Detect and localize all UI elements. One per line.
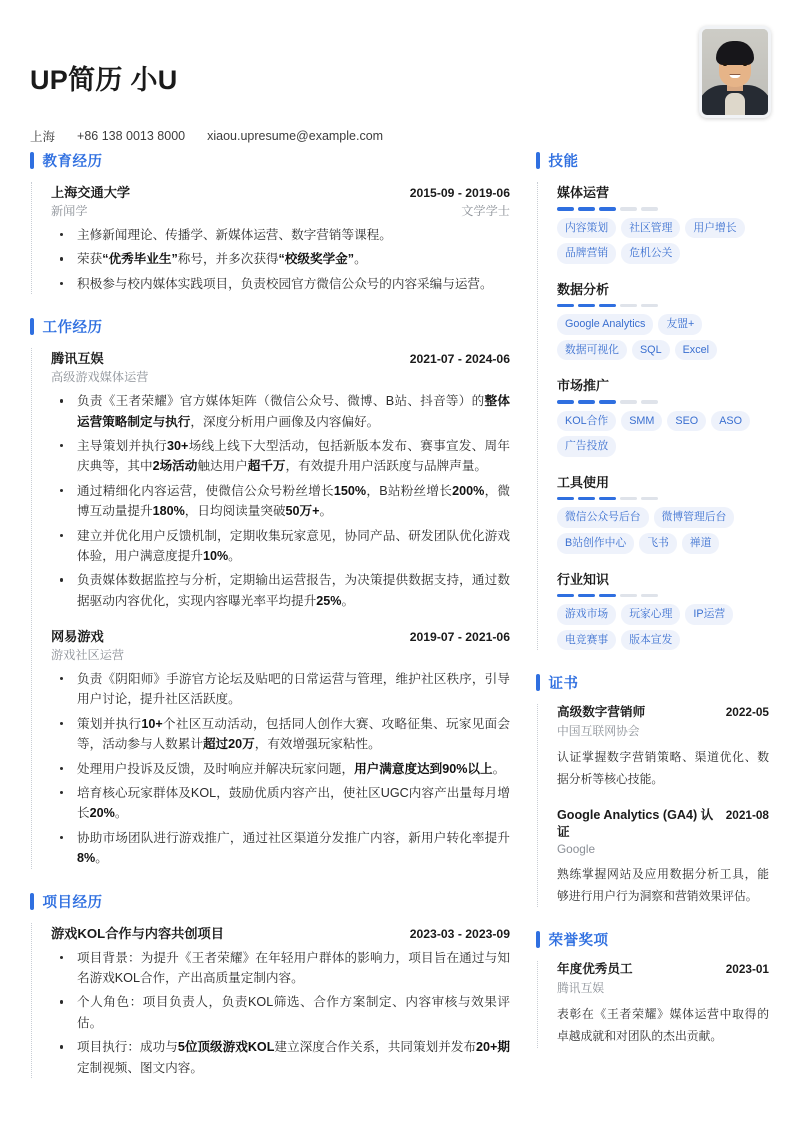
level-dash bbox=[599, 594, 616, 598]
accent-bar-icon bbox=[536, 152, 540, 169]
accent-bar-icon bbox=[536, 674, 540, 691]
level-dash bbox=[641, 497, 658, 501]
skill-tag-row bbox=[557, 411, 769, 457]
accent-bar-icon bbox=[30, 152, 34, 169]
section-projects bbox=[30, 891, 510, 1078]
skill-tag[interactable]: SMM bbox=[621, 411, 662, 432]
level-dash bbox=[599, 497, 616, 501]
section-work bbox=[30, 316, 510, 868]
skill-tag[interactable]: 微信公众号后台 bbox=[557, 507, 649, 528]
bullet-item: 荣获“优秀毕业生”称号，并多次获得“校级奖学金”。 bbox=[51, 249, 510, 269]
resume-header bbox=[0, 0, 799, 150]
accent-bar-icon bbox=[30, 893, 34, 910]
entries-certificates bbox=[537, 704, 769, 907]
section-skills bbox=[536, 150, 769, 650]
level-dash bbox=[599, 304, 616, 308]
accent-bar-icon bbox=[536, 931, 540, 948]
bullet-item: 协助市场团队进行游戏推广，通过社区渠道分发推广内容，新用户转化率提升8%。 bbox=[51, 828, 510, 869]
level-dash bbox=[599, 207, 616, 211]
skill-level-meter bbox=[557, 400, 769, 404]
skill-tag[interactable]: SEO bbox=[667, 411, 706, 432]
entry bbox=[51, 348, 510, 611]
level-dash bbox=[578, 594, 595, 598]
skill-name: 行业知识 bbox=[557, 571, 610, 587]
bullet-list bbox=[51, 669, 510, 869]
section-title-honors: 荣誉奖项 bbox=[548, 933, 609, 950]
bullet-item: 建立并优化用户反馈机制，定期收集玩家意见，协同产品、研发团队优化游戏体验，用户满意度提升10%。 bbox=[51, 526, 510, 567]
level-dash bbox=[620, 304, 637, 308]
level-dash bbox=[599, 400, 616, 404]
section-title-education: 教育经历 bbox=[42, 154, 103, 170]
skill-level-meter bbox=[557, 594, 769, 598]
contact-item-1: +86 138 0013 8000 bbox=[77, 129, 186, 143]
r-entry-org: 中国互联网协会 bbox=[557, 724, 640, 739]
skill-tag-row bbox=[557, 507, 769, 553]
entry-role: 游戏社区运营 bbox=[51, 648, 125, 663]
skill-name: 工具使用 bbox=[557, 474, 610, 490]
entry bbox=[51, 923, 510, 1078]
entry-top bbox=[51, 626, 510, 645]
skill-level-meter bbox=[557, 207, 769, 211]
entry bbox=[51, 626, 510, 869]
entries-education bbox=[31, 182, 510, 294]
level-dash bbox=[620, 207, 637, 211]
section-education bbox=[30, 150, 510, 294]
entries-honors bbox=[537, 961, 769, 1048]
entry-sub bbox=[51, 646, 510, 663]
entry-date: 2021-07 - 2024-06 bbox=[409, 352, 510, 367]
skill-tag[interactable]: Google Analytics bbox=[557, 314, 653, 335]
skill-name: 数据分析 bbox=[557, 281, 610, 297]
level-dash bbox=[557, 497, 574, 501]
entries-work bbox=[31, 348, 510, 868]
bullet-item: 积极参与校内媒体实践项目，负责校园官方微信公众号的内容采编与运营。 bbox=[51, 274, 510, 294]
entry-org: 游戏KOL合作与内容共创项目 bbox=[51, 925, 224, 941]
section-head-skills bbox=[536, 150, 769, 171]
r-entry-top bbox=[557, 807, 769, 841]
r-entry bbox=[557, 807, 769, 908]
section-certificates bbox=[536, 672, 769, 907]
section-head-honors bbox=[536, 929, 769, 950]
bullet-item: 项目执行：成功与5位顶级游戏KOL建立深度合作关系，共同策划并发布20+期定制视频、图文内容。 bbox=[51, 1037, 510, 1078]
r-entry-org: Google bbox=[557, 841, 596, 856]
skill-group bbox=[557, 375, 769, 457]
level-dash bbox=[641, 304, 658, 308]
level-dash bbox=[578, 207, 595, 211]
avatar bbox=[699, 26, 771, 118]
skill-tag[interactable]: 社区管理 bbox=[621, 218, 680, 239]
level-dash bbox=[578, 497, 595, 501]
skill-tag-row bbox=[557, 314, 769, 360]
entry-org: 上海交通大学 bbox=[51, 185, 131, 200]
skill-tag[interactable]: 禅道 bbox=[682, 533, 720, 554]
skill-tag-row bbox=[557, 218, 769, 264]
skill-groups bbox=[537, 182, 769, 650]
portrait-photo-icon bbox=[702, 29, 768, 115]
bullet-item: 项目背景：为提升《王者荣耀》在年轻用户群体的影响力，项目旨在通过与知名游戏KOL合作，产出高质量定制内容。 bbox=[51, 948, 510, 989]
section-title-skills: 技能 bbox=[548, 154, 579, 170]
entry-date: 2019-07 - 2021-06 bbox=[409, 630, 510, 645]
level-dash bbox=[557, 594, 574, 598]
entry-sub bbox=[51, 202, 510, 219]
skill-name: 市场推广 bbox=[557, 378, 610, 394]
skill-tag[interactable]: 友盟+ bbox=[658, 314, 702, 335]
level-dash bbox=[620, 594, 637, 598]
r-entry-desc: 认证掌握数字营销策略、渠道优化、数据分析等核心技能。 bbox=[557, 750, 769, 786]
bullet-item: 处理用户投诉及反馈，及时响应并解决玩家问题，用户满意度达到90%以上。 bbox=[51, 759, 510, 779]
skill-tag[interactable]: 品牌营销 bbox=[557, 243, 616, 264]
bullet-item: 主修新闻理论、传播学、新媒体运营、数字营销等课程。 bbox=[51, 225, 510, 245]
level-dash bbox=[620, 497, 637, 501]
bullet-item: 负责《王者荣耀》官方媒体矩阵（微信公众号、微博、B站、抖音等）的整体运营策略制定与执行，深度分析用户画像及内容偏好。 bbox=[51, 391, 510, 432]
level-dash bbox=[641, 400, 658, 404]
entry bbox=[51, 182, 510, 294]
level-dash bbox=[557, 304, 574, 308]
r-entry-desc: 熟练掌握网站及应用数据分析工具，能够进行用户行为洞察和营销效果评估。 bbox=[557, 866, 769, 903]
skill-tag[interactable]: 内容策划 bbox=[557, 218, 616, 239]
level-dash bbox=[557, 400, 574, 404]
bullet-item: 负责《阴阳师》手游官方论坛及贴吧的日常运营与管理，维护社区秩序，引导用户讨论，提升社区活跃度。 bbox=[51, 669, 510, 710]
level-dash bbox=[578, 304, 595, 308]
entry-org: 腾讯互娱 bbox=[51, 351, 104, 367]
skill-tag[interactable]: B站创作中心 bbox=[557, 533, 634, 554]
right-column bbox=[536, 150, 769, 1070]
r-entry-date: 2022-05 bbox=[725, 705, 769, 720]
r-entry bbox=[557, 961, 769, 1048]
section-head-projects bbox=[30, 891, 510, 912]
contact-item-2: xiaou.upresume@example.com bbox=[207, 129, 384, 143]
bullet-list bbox=[51, 948, 510, 1078]
skill-tag[interactable]: 电竞赛事 bbox=[557, 630, 616, 651]
entry-top bbox=[51, 923, 510, 942]
bullet-item: 培育核心玩家群体及KOL，鼓励优质内容产出，使社区UGC内容产出量每月增长20%。 bbox=[51, 783, 510, 824]
skill-level-meter bbox=[557, 497, 769, 501]
entry-extra: 文学学士 bbox=[461, 204, 510, 218]
skill-tag[interactable]: 数据可视化 bbox=[557, 340, 627, 361]
skill-tag[interactable]: Excel bbox=[675, 340, 717, 361]
skill-tag[interactable]: 危机公关 bbox=[621, 243, 680, 264]
skill-name: 媒体运营 bbox=[557, 185, 610, 200]
section-title-certificates: 证书 bbox=[548, 676, 579, 693]
skill-tag[interactable]: KOL合作 bbox=[557, 411, 616, 432]
skill-tag[interactable]: ASO bbox=[711, 411, 750, 432]
section-title-projects: 项目经历 bbox=[42, 894, 103, 911]
bullet-item: 负责媒体数据监控与分析，定期输出运营报告，为决策提供数据支持，通过数据驱动内容优化，实现内容曝光率平均提升25%。 bbox=[51, 570, 510, 611]
section-honors bbox=[536, 929, 769, 1048]
level-dash bbox=[641, 207, 658, 211]
skill-tag[interactable]: 玩家心理 bbox=[621, 604, 680, 625]
skill-tag[interactable]: 飞书 bbox=[639, 533, 677, 554]
r-entry-desc: 表彰在《王者荣耀》媒体运营中取得的卓越成就和对团队的杰出贡献。 bbox=[557, 1007, 769, 1044]
contact-item-0: 上海 bbox=[30, 130, 56, 144]
accent-bar-icon bbox=[30, 318, 34, 335]
r-entry-date: 2023-01 bbox=[725, 962, 769, 977]
bullet-list bbox=[51, 225, 510, 294]
skill-level-meter bbox=[557, 304, 769, 308]
level-dash bbox=[578, 400, 595, 404]
entry-date: 2023-03 - 2023-09 bbox=[409, 926, 510, 941]
skill-tag[interactable]: IP运营 bbox=[685, 604, 733, 625]
entry-top bbox=[51, 348, 510, 367]
skill-tag[interactable]: 用户增长 bbox=[685, 218, 744, 239]
entry-org: 网易游戏 bbox=[51, 629, 104, 645]
level-dash bbox=[641, 594, 658, 598]
skill-group bbox=[557, 569, 769, 651]
section-title-work: 工作经历 bbox=[42, 320, 103, 337]
skill-tag-row bbox=[557, 604, 769, 650]
bullet-item: 个人角色：项目负责人，负责KOL筛选、合作方案制定、内容审核与效果评估。 bbox=[51, 992, 510, 1033]
contact-row bbox=[30, 127, 769, 145]
skill-tag[interactable]: 广告投放 bbox=[557, 436, 616, 457]
bullet-item: 策划并执行10+个社区互动活动，包括同人创作大赛、攻略征集、玩家见面会等，活动参与人数累计超过20万，有效增强玩家粘性。 bbox=[51, 714, 510, 755]
skill-group bbox=[557, 472, 769, 554]
section-head-work bbox=[30, 316, 510, 337]
r-entry bbox=[557, 704, 769, 791]
skill-group bbox=[557, 279, 769, 361]
entry-sub bbox=[51, 368, 510, 385]
left-column bbox=[30, 150, 510, 1100]
entries-projects bbox=[31, 923, 510, 1078]
bullet-list bbox=[51, 391, 510, 611]
r-entry-title: 年度优秀员工 bbox=[557, 962, 633, 977]
entry-role: 新闻学 bbox=[51, 204, 88, 218]
r-entry-org: 腾讯互娱 bbox=[557, 981, 605, 996]
r-entry-date: 2021-08 bbox=[725, 807, 769, 822]
r-entry-top bbox=[557, 961, 769, 978]
r-entry-title: Google Analytics (GA4) 认证 bbox=[557, 807, 714, 839]
level-dash bbox=[557, 207, 574, 211]
skill-tag[interactable]: SQL bbox=[632, 340, 670, 361]
entry-date: 2015-09 - 2019-06 bbox=[409, 186, 510, 200]
level-dash bbox=[620, 400, 637, 404]
bullet-item: 主导策划并执行30+场线上线下大型活动，包括新版本发布、赛事宣发、周年庆典等，其中2场活动触达用户超千万，有效提升用户活跃度与品牌声量。 bbox=[51, 436, 510, 477]
resume-body bbox=[0, 150, 799, 1100]
entry-role: 高级游戏媒体运营 bbox=[51, 370, 149, 385]
section-head-education bbox=[30, 150, 510, 171]
r-entry-title: 高级数字营销师 bbox=[557, 705, 646, 720]
section-head-certificates bbox=[536, 672, 769, 693]
entry-top bbox=[51, 182, 510, 201]
bullet-item: 通过精细化内容运营，使微信公众号粉丝增长150%，B站粉丝增长200%，微博互动量提升180%，日均阅读量突破50万+。 bbox=[51, 481, 510, 522]
skill-group bbox=[557, 182, 769, 264]
r-entry-top bbox=[557, 704, 769, 721]
skill-tag[interactable]: 版本宣发 bbox=[621, 630, 680, 651]
skill-tag[interactable]: 微博管理后台 bbox=[654, 507, 735, 528]
skill-tag[interactable]: 游戏市场 bbox=[557, 604, 616, 625]
page-title: UP简历 小U bbox=[30, 65, 178, 95]
